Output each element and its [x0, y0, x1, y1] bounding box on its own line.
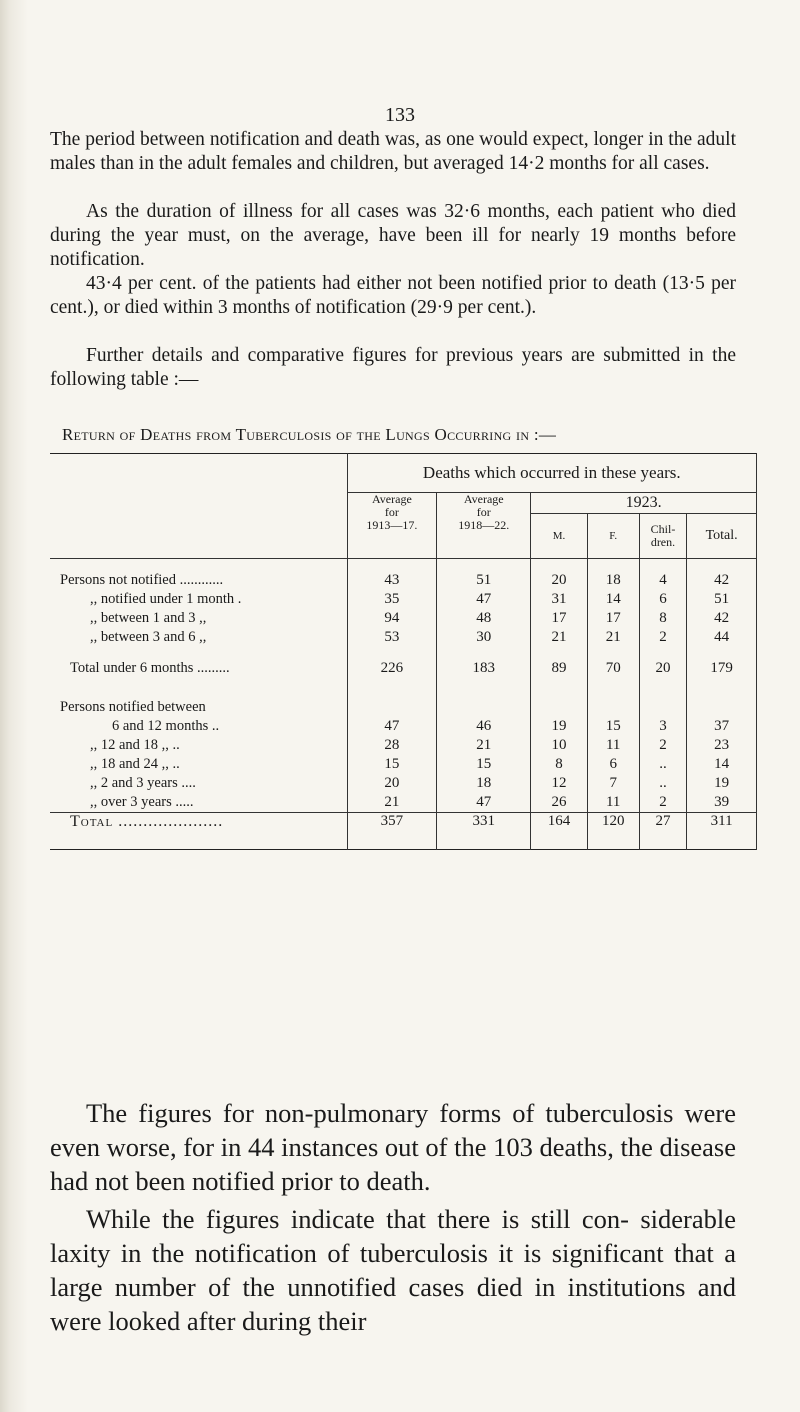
table-grand-total-row: [50, 813, 757, 850]
row-label: ,, 18 and 24 ,, ..: [90, 756, 180, 772]
row-label: ,, 2 and 3 years ....: [90, 775, 196, 791]
cell-f: 14: [587, 590, 639, 609]
cell-f: 21: [587, 628, 639, 647]
col-header-avg-1913-17: [347, 493, 437, 559]
cell-avg1: 53: [347, 628, 437, 647]
row-label: ,, between 3 and 6 ,,: [90, 629, 207, 645]
cell-ch: 2: [639, 736, 687, 755]
col-header-avg2-l2: for: [476, 505, 491, 519]
table-row: [50, 571, 757, 590]
table-row: [50, 609, 757, 628]
col-header-ch-l2: dren.: [650, 535, 676, 549]
row-label: 6 and 12 months ..: [112, 718, 220, 734]
cell-avg1: 35: [347, 590, 437, 609]
paragraph-6: While the figures indicate that there is still con- siderable laxity in the notification of tuberculosis it is significant that a large number of the unnotified cases died in institutions and were looked after during their: [50, 1204, 736, 1336]
cell-f: 120: [587, 813, 639, 850]
cell-avg2: 47: [437, 793, 531, 813]
cell-avg2: 47: [437, 590, 531, 609]
cell-ch: 2: [639, 628, 687, 647]
cell-avg1: 47: [347, 717, 437, 736]
cell-ch: 2: [639, 793, 687, 813]
cell-avg2: 30: [437, 628, 531, 647]
cell-ch: 6: [639, 590, 687, 609]
cell-avg1: 20: [347, 774, 437, 793]
table-subtotal-row: [50, 659, 757, 678]
col-header-children: [639, 514, 687, 559]
cell-total: 19: [687, 774, 757, 793]
cell-m: 10: [531, 736, 587, 755]
cell-ch: ..: [639, 774, 687, 793]
cell-f: 7: [587, 774, 639, 793]
cell-ch: 27: [639, 813, 687, 850]
row-label: ,, between 1 and 3 ,,: [90, 610, 207, 626]
paragraph-2: As the duration of illness for all cases was 32·6 months, each patient who died during the year must, on the average, have been ill for nearly 19 months before notification.: [50, 201, 736, 270]
cell-m: 8: [531, 755, 587, 774]
cell-ch: 8: [639, 609, 687, 628]
cell-avg2: 51: [437, 571, 531, 590]
cell-total: 42: [687, 571, 757, 590]
cell-f: 17: [587, 609, 639, 628]
cell-m: 21: [531, 628, 587, 647]
table-stub-header: [50, 454, 347, 559]
cell-m: 26: [531, 793, 587, 813]
cell-ch: 4: [639, 571, 687, 590]
cell-f: 11: [587, 736, 639, 755]
paragraph-1: The period between notification and death was, as one would expect, longer in the adult males than in the adult females and children, but averaged 14·2 months for all cases.: [50, 129, 736, 174]
col-header-avg2-l1: Average: [463, 492, 504, 506]
cell-avg1: 226: [347, 659, 437, 678]
table-row: [50, 628, 757, 647]
cell-m: 31: [531, 590, 587, 609]
cell-avg2: 46: [437, 717, 531, 736]
paragraph-4: Further details and comparative figures for previous years are submitted in the following table :—: [50, 345, 736, 390]
table-row: [50, 717, 757, 736]
deaths-table: [50, 453, 757, 850]
cell-avg1: 43: [347, 571, 437, 590]
cell-m: 164: [531, 813, 587, 850]
cell-m: 20: [531, 571, 587, 590]
table-group-header: Deaths which occurred in these years.: [347, 454, 756, 493]
cell-avg1: 357: [347, 813, 437, 850]
cell-avg2: 21: [437, 736, 531, 755]
paragraph-3: 43·4 per cent. of the patients had either not been notified prior to death (13·5 per cent.), or died within 3 months of notification (29·9 per cent.).: [50, 273, 736, 318]
cell-ch: ..: [639, 755, 687, 774]
cell-avg2: 15: [437, 755, 531, 774]
cell-m: 19: [531, 717, 587, 736]
row-label: ,, over 3 years .....: [90, 794, 194, 810]
row-label: Persons not notified ............: [60, 572, 224, 588]
row-label: ,, notified under 1 month .: [90, 591, 242, 607]
col-header-ch-l1: Chil-: [650, 522, 676, 536]
notified-between-heading: Persons notified between: [60, 699, 206, 715]
cell-f: 70: [587, 659, 639, 678]
cell-f: 11: [587, 793, 639, 813]
cell-ch: 20: [639, 659, 687, 678]
col-header-m: M.: [531, 514, 587, 559]
row-label: Total under 6 months .........: [70, 660, 230, 676]
cell-total: 14: [687, 755, 757, 774]
cell-f: 18: [587, 571, 639, 590]
cell-m: 17: [531, 609, 587, 628]
cell-avg1: 15: [347, 755, 437, 774]
cell-total: 42: [687, 609, 757, 628]
col-header-f: F.: [587, 514, 639, 559]
cell-avg1: 94: [347, 609, 437, 628]
table-row: [50, 774, 757, 793]
cell-total: 311: [687, 813, 757, 850]
cell-total: 37: [687, 717, 757, 736]
cell-avg2: 18: [437, 774, 531, 793]
col-header-total: Total.: [687, 514, 757, 559]
row-label: ,, 12 and 18 ,, ..: [90, 737, 180, 753]
table-row: [50, 755, 757, 774]
cell-total: 23: [687, 736, 757, 755]
page-number: 133: [385, 104, 415, 126]
cell-avg2: 48: [437, 609, 531, 628]
cell-avg2: 331: [437, 813, 531, 850]
col-header-avg-1918-22: [437, 493, 531, 559]
col-header-avg1-l3: 1913—17.: [366, 518, 418, 532]
cell-m: 89: [531, 659, 587, 678]
cell-avg1: 21: [347, 793, 437, 813]
table-caption: Return of Deaths from Tuberculosis of the Lungs Occurring in :—: [62, 425, 557, 444]
page-edge-shadow: [0, 0, 28, 1412]
cell-f: 15: [587, 717, 639, 736]
row-label: Total .....................: [50, 813, 347, 850]
table-row: [50, 736, 757, 755]
table-row: [50, 793, 757, 813]
cell-ch: 3: [639, 717, 687, 736]
col-header-avg2-l3: 1918—22.: [458, 518, 510, 532]
table-row: [50, 590, 757, 609]
cell-total: 44: [687, 628, 757, 647]
cell-total: 179: [687, 659, 757, 678]
cell-total: 39: [687, 793, 757, 813]
cell-avg1: 28: [347, 736, 437, 755]
col-header-avg1-l2: for: [384, 505, 399, 519]
col-header-avg1-l1: Average: [372, 492, 412, 506]
cell-m: 12: [531, 774, 587, 793]
cell-avg2: 183: [437, 659, 531, 678]
col-header-year-1923: 1923.: [531, 493, 757, 514]
paragraph-5: The figures for non-pulmonary forms of tuberculosis were even worse, for in 44 instances out of the 103 deaths, the disease had not been notified prior to death.: [50, 1098, 736, 1196]
cell-f: 6: [587, 755, 639, 774]
cell-total: 51: [687, 590, 757, 609]
